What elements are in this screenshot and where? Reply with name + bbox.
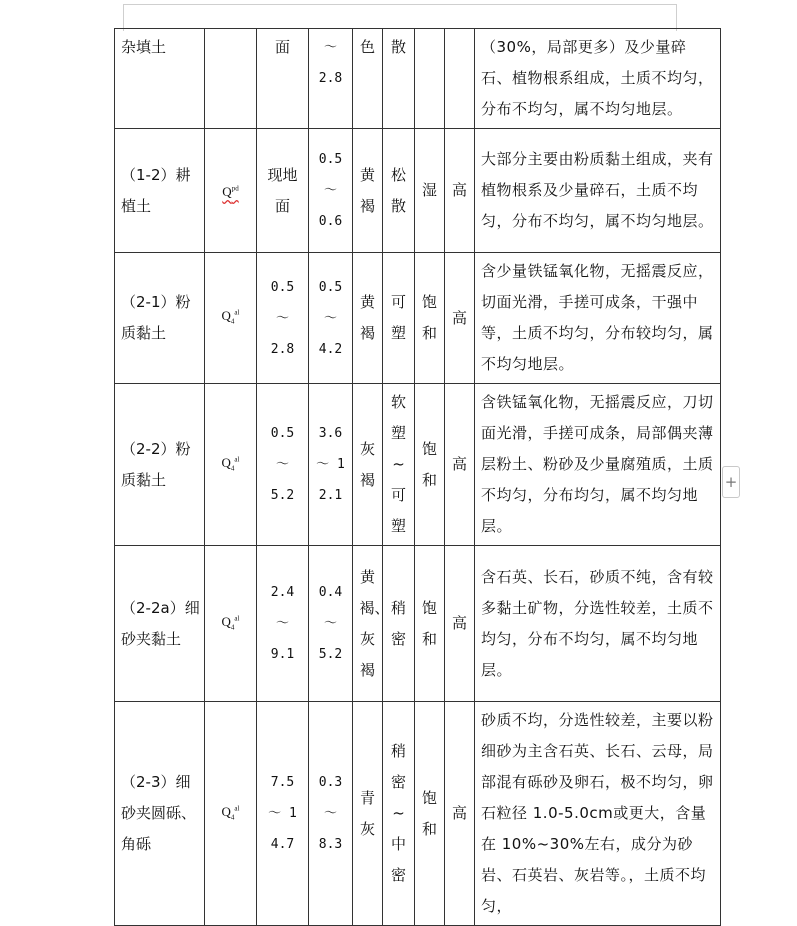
moisture-text: 饱和 (421, 598, 437, 648)
depth-text: 2.4 ～ 9.1 (270, 585, 295, 662)
description-cell: （30%，局部更多）及少量碎石、植物根系组成，土质不均匀，分布不均匀，属不均匀地层。 (475, 29, 721, 129)
thickness-text: 3.6 ～ 12.1 (316, 426, 345, 503)
table-row (115, 129, 721, 253)
thickness-text: 0.3 ～ 8.3 (318, 775, 343, 852)
state-text: 散 (390, 38, 406, 56)
moisture-cell (415, 29, 445, 129)
color-text: 黄褐 (359, 165, 375, 215)
age-cell (205, 384, 257, 546)
depth-text: 面 (274, 38, 290, 56)
description-cell: 含石英、长石，砂质不纯，含有较多黏土矿物，分选性较差，土质不均匀，分布不均匀，属不均匀地层。 (475, 546, 721, 702)
geologic-age-symbol: $Q^{pd}$ (222, 184, 239, 200)
thickness-cell (309, 253, 353, 384)
table-row (115, 253, 721, 384)
color-cell (353, 129, 383, 253)
table-row (115, 702, 721, 926)
description-cell: 含铁锰氧化物，无摇震反应，刀切面光滑，手搓可成条，局部偶夹薄层粉土、粉砂及少量腐殖质，土质不均匀，分布均匀，属不均匀地层。 (475, 384, 721, 546)
thickness-cell (309, 29, 353, 129)
color-cell (353, 253, 383, 384)
geologic-age-symbol: $Q_4^{al}$ (221, 308, 240, 326)
moisture-cell (415, 546, 445, 702)
page-header-frame (123, 4, 677, 31)
table-row (115, 384, 721, 546)
compressibility-cell: 高 (445, 129, 475, 253)
geologic-age-symbol: $Q_4^{al}$ (221, 803, 240, 822)
age-cell (205, 702, 257, 926)
moisture-text: 饱和 (421, 439, 437, 489)
state-cell (383, 129, 415, 253)
soil-name-cell: （2-1）粉质黏土 (115, 253, 205, 384)
color-text: 青灰 (359, 788, 375, 838)
soil-name-cell: 杂填土 (115, 29, 205, 129)
thickness-text: 0.5 ～ 4.2 (318, 279, 343, 357)
soil-name-cell: （2-2）粉质黏土 (115, 384, 205, 546)
state-cell (383, 546, 415, 702)
depth-cell (257, 546, 309, 702)
state-cell (383, 384, 415, 546)
age-cell (205, 129, 257, 253)
add-row-button[interactable]: + (722, 466, 740, 498)
state-cell (383, 253, 415, 384)
depth-cell (257, 29, 309, 129)
compressibility-cell: 高 (445, 702, 475, 926)
moisture-cell (415, 384, 445, 546)
thickness-text: 0.5 ～ 0.6 (318, 152, 343, 229)
thickness-cell (309, 129, 353, 253)
color-text: 黄褐 (359, 293, 375, 342)
compressibility-cell: 高 (445, 384, 475, 546)
moisture-cell: 湿 (415, 129, 445, 253)
state-text: 可塑 (390, 293, 406, 342)
description-cell: 含少量铁锰氧化物，无摇震反应，切面光滑，手搓可成条，干强中等，土质不均匀，分布较均匀，属不均匀地层。 (475, 253, 721, 384)
moisture-cell (415, 253, 445, 384)
thickness-cell (309, 384, 353, 546)
thickness-text: 0.4 ～ 5.2 (318, 585, 343, 662)
soil-name-cell: （1-2）耕植土 (115, 129, 205, 253)
color-text: 色 (359, 38, 375, 56)
age-cell (205, 29, 257, 129)
moisture-text: 饱和 (421, 788, 437, 838)
depth-text: 0.5 ～ 5.2 (270, 426, 295, 503)
soil-name-cell: （2-3）细砂夹圆砾、角砾 (115, 702, 205, 926)
color-cell (353, 702, 383, 926)
geologic-age-symbol: $Q_4^{al}$ (221, 613, 240, 632)
compressibility-cell: 高 (445, 253, 475, 384)
soil-name-cell: （2-2a）细砂夹黏土 (115, 546, 205, 702)
color-cell (353, 29, 383, 129)
compressibility-cell (445, 29, 475, 129)
description-cell: 砂质不均，分选性较差，主要以粉细砂为主含石英、长石、云母，局部混有砾砂及卵石，极不均匀，卵石粒径 1.0-5.0cm或更大，含量在 10%~30%左右，成分为砂岩、石英岩、灰岩等。，土质不均匀， (475, 702, 721, 926)
thickness-cell (309, 702, 353, 926)
state-text: 稍密~中密 (390, 742, 406, 884)
geologic-age-symbol: $Q_4^{al}$ (221, 454, 240, 473)
depth-text: 现地面 (267, 165, 298, 215)
moisture-text: 饱和 (421, 293, 437, 342)
color-text: 黄褐、灰褐 (359, 567, 390, 679)
color-text: 灰褐 (359, 439, 375, 489)
state-text: 松散 (390, 165, 406, 215)
age-cell (205, 253, 257, 384)
state-text: 稍密 (390, 598, 406, 648)
color-cell (353, 546, 390, 702)
depth-cell (257, 384, 309, 546)
soil-layer-table (114, 28, 721, 926)
table-row (115, 29, 721, 129)
compressibility-cell: 高 (445, 546, 475, 702)
state-cell (383, 29, 415, 129)
depth-text: 0.5 ～ 2.8 (270, 279, 295, 357)
thickness-cell (309, 546, 353, 702)
depth-text: 7.5 ～ 14.7 (268, 775, 297, 852)
table-row (115, 546, 721, 702)
depth-cell (257, 253, 309, 384)
age-cell (205, 546, 257, 702)
state-cell (383, 702, 415, 926)
description-cell: 大部分主要由粉质黏土组成，夹有植物根系及少量碎石，土质不均匀，分布不均匀，属不均匀地层。 (475, 129, 721, 253)
soil-layer-table-container (114, 28, 721, 926)
depth-cell (257, 129, 309, 253)
color-cell (353, 384, 383, 546)
depth-cell (257, 702, 309, 926)
moisture-cell (415, 702, 445, 926)
thickness-text: ～ 2.8 (318, 40, 343, 86)
state-text: 软塑~可塑 (390, 393, 406, 535)
